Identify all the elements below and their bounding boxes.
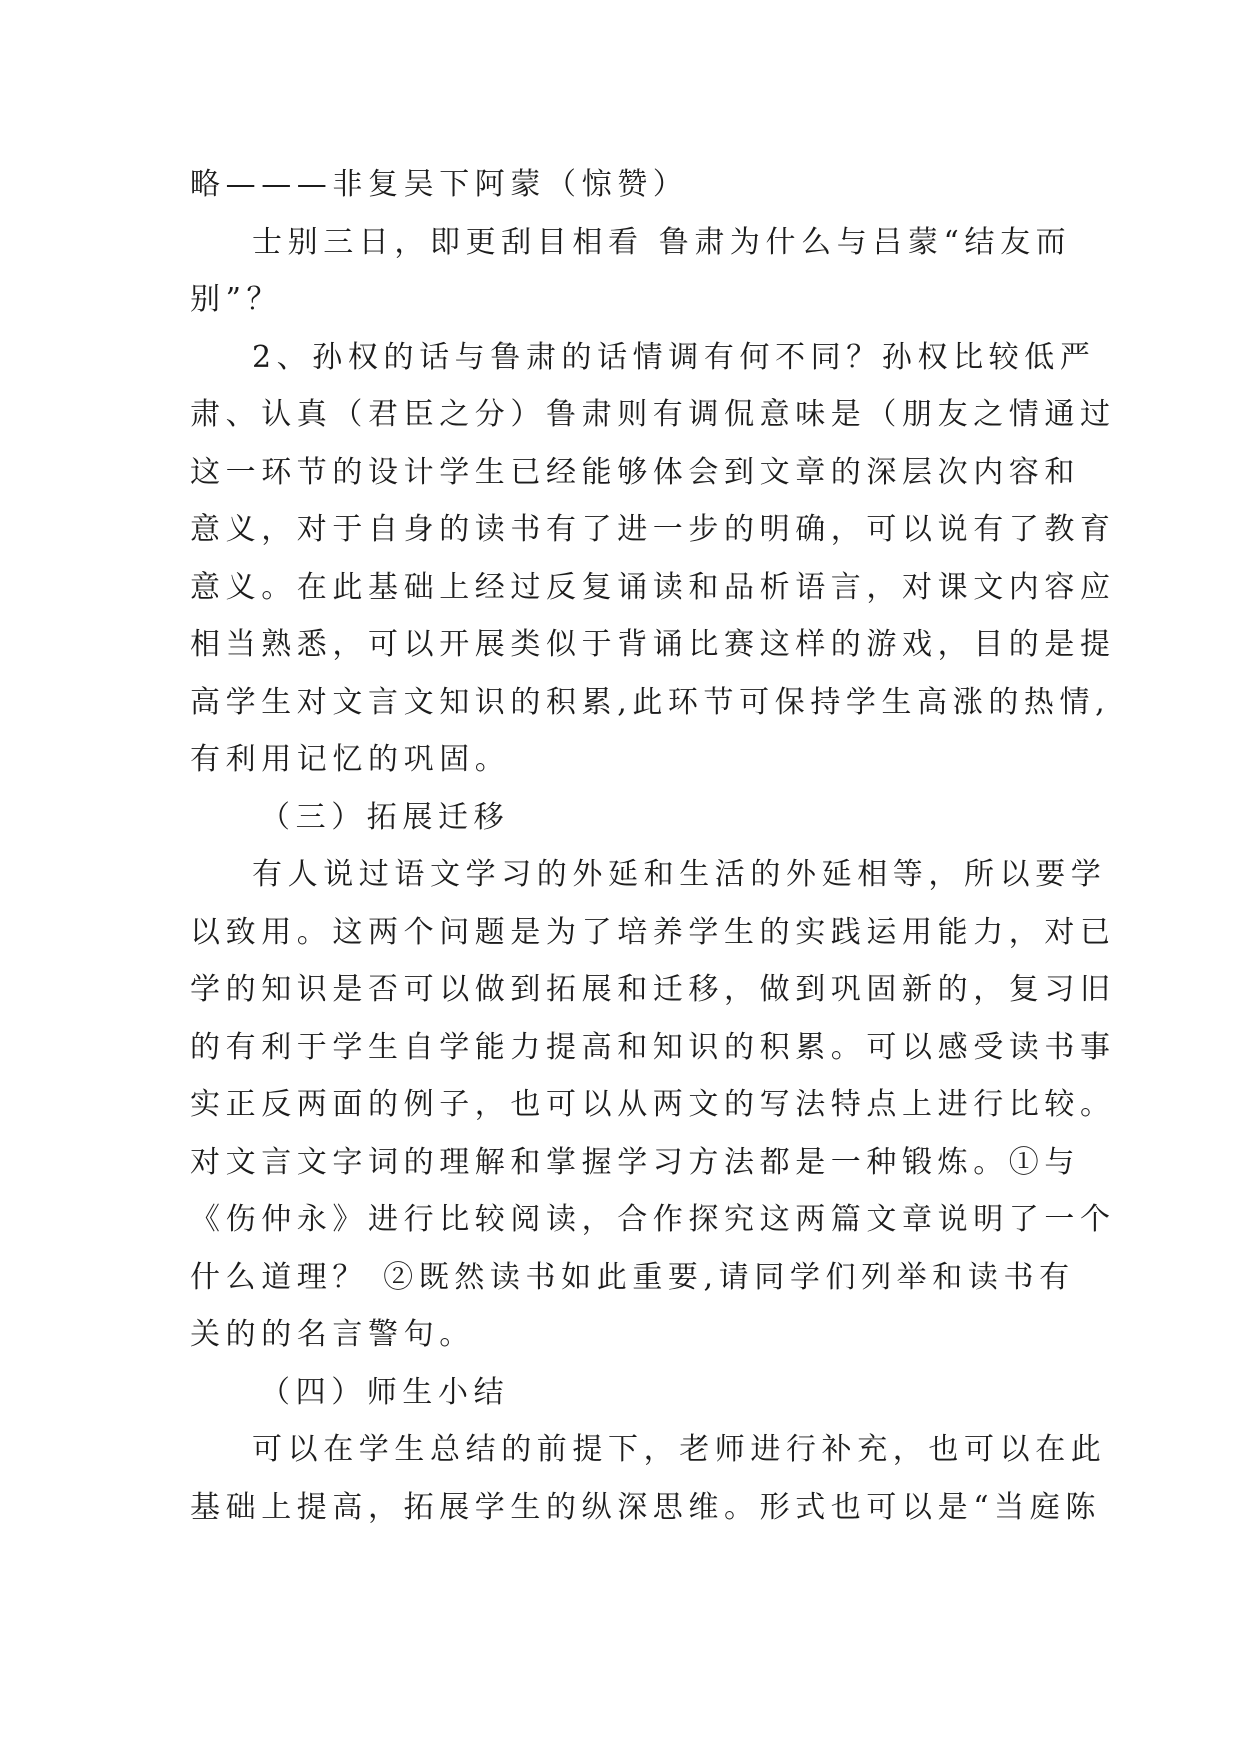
section-heading: （三）拓展迁移 (260, 799, 510, 835)
text-line: 有人说过语文学习的外延和生活的外延相等，所以要学 (252, 857, 1107, 892)
text-line: 以致用。这两个问题是为了培养学生的实践运用能力，对已 (190, 914, 1116, 950)
text-line: 高学生对文言文知识的积累,此环节可保持学生高涨的热情, (190, 684, 1111, 720)
section-heading: （四）师生小结 (260, 1374, 510, 1410)
text-line: 2、孙权的话与鲁肃的话情调有何不同？孙权比较低严 (252, 339, 1096, 375)
text-line: 什么道理？ ②既然读书如此重要,请同学们列举和读书有 (190, 1259, 1075, 1295)
text-line: 有利用记忆的巩固。 (190, 742, 511, 777)
text-line: 可以在学生总结的前提下，老师进行补充，也可以在此 (252, 1432, 1107, 1467)
text-line: 对文言文字词的理解和掌握学习方法都是一种锻炼。①与 (190, 1144, 1080, 1180)
text-line: 肃、认真（君臣之分）鲁肃则有调侃意味是（朋友之情通过 (190, 397, 1116, 432)
text-line: 的有利于学生自学能力提高和知识的积累。可以感受读书事 (190, 1029, 1116, 1065)
text-line: 意义，对于自身的读书有了进一步的明确，可以说有了教育 (190, 512, 1116, 547)
text-line: 意义。在此基础上经过反复诵读和品析语言，对课文内容应 (190, 569, 1116, 605)
text-line: 别”？ (190, 282, 283, 317)
text-line: 关的的名言警句。 (190, 1317, 475, 1352)
text-line: 这一环节的设计学生已经能够体会到文章的深层次内容和 (190, 454, 1080, 490)
text-line: 略———非复吴下阿蒙（惊赞） (190, 167, 689, 202)
text-line: 实正反两面的例子，也可以从两文的写法特点上进行比较。 (190, 1087, 1116, 1122)
text-line: 学的知识是否可以做到拓展和迁移，做到巩固新的，复习旧 (190, 972, 1116, 1007)
text-line: 相当熟悉，可以开展类似于背诵比赛这样的游戏，目的是提 (190, 627, 1116, 662)
text-line: 士别三日，即更刮目相看 鲁肃为什么与吕蒙“结友而 (252, 224, 1072, 260)
text-line: 基础上提高，拓展学生的纵深思维。形式也可以是“当庭陈 (190, 1489, 1101, 1525)
text-line: 《伤仲永》进行比较阅读，合作探究这两篇文章说明了一个 (190, 1202, 1116, 1237)
document-body (190, 156, 1116, 1536)
